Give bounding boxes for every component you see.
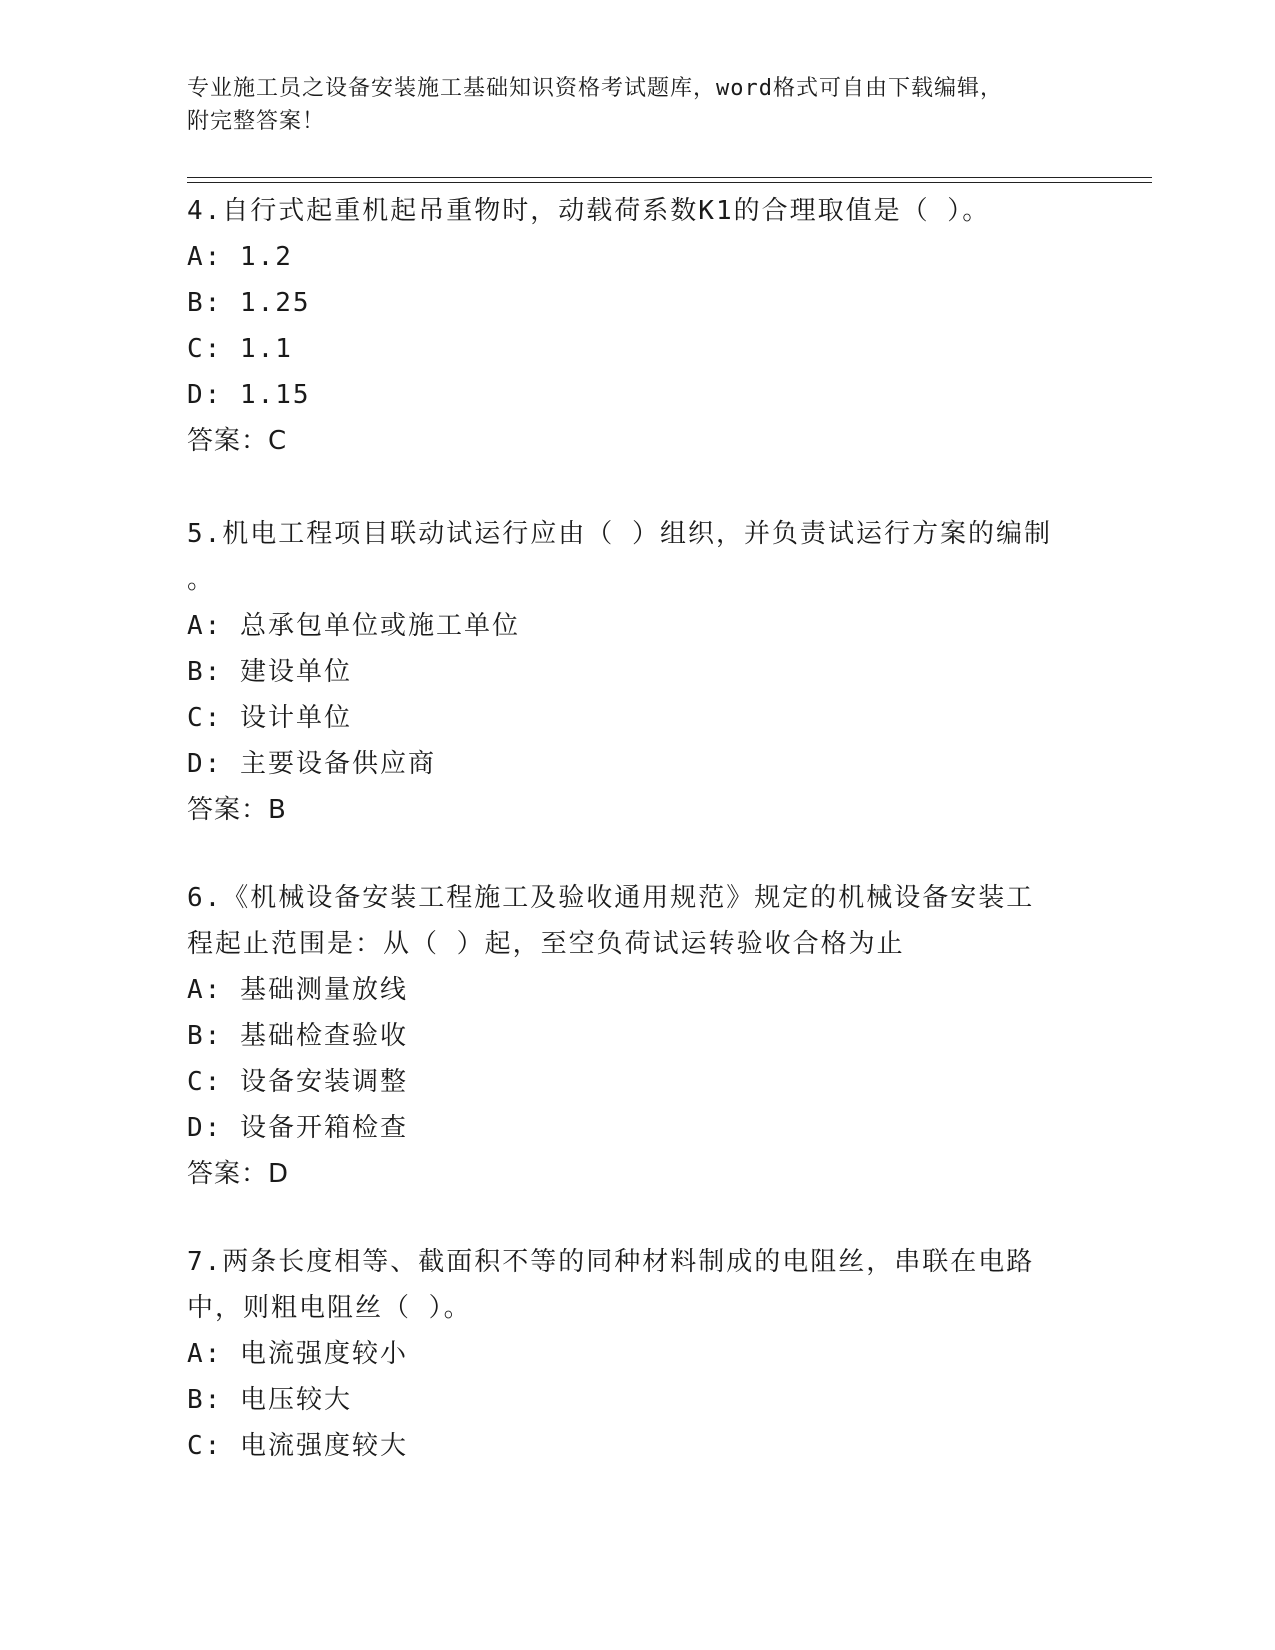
question-5	[187, 511, 1087, 833]
question-6	[187, 875, 1087, 1197]
header-line-2: 附完整答案！	[187, 109, 326, 134]
option-b: B: 基础检查验收	[187, 1021, 408, 1051]
option-d: D: 1.15	[187, 380, 311, 410]
answer-label: 答案：C	[187, 426, 288, 456]
question-text: 6.《机械设备安装工程施工及验收通用规范》规定的机械设备安装工	[187, 883, 1035, 913]
option-a: A: 电流强度较小	[187, 1339, 408, 1369]
option-c: C: 设备安装调整	[187, 1067, 408, 1097]
question-text-continued: 。	[187, 565, 216, 595]
option-d: D: 主要设备供应商	[187, 749, 436, 779]
question-text: 4.自行式起重机起吊重物时，动载荷系数K1的合理取值是（ ）。	[187, 196, 991, 226]
header-line-1: 专业施工员之设备安装施工基础知识资格考试题库，word格式可自由下载编辑，	[187, 76, 1003, 101]
option-c: C: 设计单位	[187, 703, 352, 733]
option-d: D: 设备开箱检查	[187, 1113, 408, 1143]
option-a: A: 1.2	[187, 242, 293, 272]
option-a: A: 基础测量放线	[187, 975, 408, 1005]
document-header	[187, 72, 1087, 138]
question-text-continued: 程起止范围是：从（ ）起，至空负荷试运转验收合格为止	[187, 929, 905, 959]
option-c: C: 1.1	[187, 334, 293, 364]
question-text: 5.机电工程项目联动试运行应由（ ）组织，并负责试运行方案的编制	[187, 519, 1052, 549]
question-text-continued: 中，则粗电阻丝（ ）。	[187, 1293, 472, 1323]
header-divider-bottom	[187, 182, 1152, 183]
option-b: B: 1.25	[187, 288, 311, 318]
option-c: C: 电流强度较大	[187, 1431, 408, 1461]
answer-label: 答案：B	[187, 795, 287, 825]
option-b: B: 电压较大	[187, 1385, 352, 1415]
option-b: B: 建设单位	[187, 657, 352, 687]
option-a: A: 总承包单位或施工单位	[187, 611, 520, 641]
header-divider-top	[187, 177, 1152, 178]
question-text: 7.两条长度相等、截面积不等的同种材料制成的电阻丝，串联在电路	[187, 1247, 1035, 1277]
question-4	[187, 188, 1087, 464]
question-7	[187, 1239, 1087, 1469]
answer-label: 答案：D	[187, 1159, 290, 1189]
